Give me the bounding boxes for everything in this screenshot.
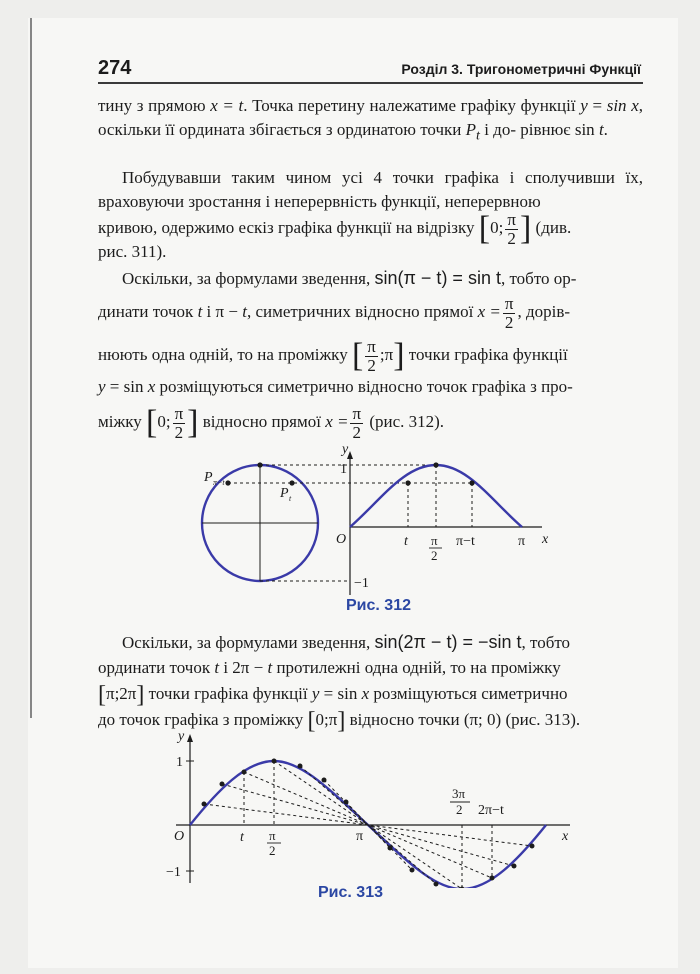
bracket-right: ]: [187, 404, 199, 442]
x-tick-pi: π: [356, 829, 364, 844]
paragraph-2: [98, 166, 643, 214]
bracket-right: ]: [337, 708, 346, 735]
curve-point: [242, 770, 247, 775]
math-span: t: [242, 302, 247, 321]
text-span: . Точка перетину належатиме графіку функції: [243, 96, 576, 115]
text-span: , оскільки її ордината збігається з ординатою точки: [98, 96, 644, 139]
bracket-left: [: [307, 708, 316, 735]
fraction-numerator: π: [174, 403, 184, 423]
label-P: P: [280, 486, 289, 501]
bracket-right: ]: [393, 337, 405, 375]
text-span: протилежні одна одній, то на проміжку: [272, 658, 561, 677]
caption-313: Рис. 313: [318, 884, 383, 901]
text-span: рівнює sin: [520, 120, 599, 139]
curve-point: [202, 802, 207, 807]
interval-text: 0;: [490, 218, 504, 237]
x-axis-label: x: [542, 532, 549, 547]
y-axis-label: y: [178, 729, 185, 744]
fraction: [365, 338, 378, 375]
interval-text: ;π: [379, 345, 394, 364]
text-span: і до-: [479, 120, 516, 139]
y-axis-arrow: [187, 734, 193, 742]
x-tick-pi-half-den: 2: [431, 548, 438, 563]
text-span: кривою, одержимо ескіз графіка функції на відрізку: [98, 218, 475, 237]
math-span: x: [361, 684, 370, 703]
point-graph-pi-t: [469, 480, 474, 485]
bracket-left: [: [98, 682, 106, 709]
curve-point: [272, 759, 277, 764]
origin-label: O: [174, 829, 185, 844]
bracket-left: [: [146, 404, 158, 442]
text-span: = sin: [105, 377, 148, 396]
header-rule: [98, 82, 643, 84]
point-P-pi-t: [225, 480, 230, 485]
text-span: (див.: [535, 218, 572, 237]
formula: sin(2π − t) = −sin t: [374, 632, 522, 652]
text-span: до точок графіка з проміжку: [98, 710, 308, 729]
fraction-numerator: π: [504, 293, 514, 313]
point-P-t: [289, 480, 294, 485]
paragraph-4-line-2: [98, 656, 643, 680]
text-span: = sin: [319, 684, 362, 703]
x-tick-pi: π: [518, 534, 526, 549]
curve-point: [298, 764, 303, 769]
paragraph-3-line-3: [98, 335, 643, 375]
x-axis-label: x: [562, 829, 569, 844]
bracket-left: [: [351, 337, 364, 375]
text-span: міжку: [98, 412, 142, 431]
paragraph-3-line-4: [98, 375, 643, 399]
text-span: розміщуються симетрично відносно точок графіка з про-: [155, 377, 573, 396]
text-span: , тобто: [521, 633, 571, 652]
paragraph-1: [98, 94, 643, 147]
paragraph-3-line-1: [98, 264, 643, 293]
text-span: (рис. 312).: [369, 412, 445, 431]
curve-point: [490, 876, 495, 881]
paragraph-3-line-2: [98, 292, 643, 332]
label-P-subscript: t: [289, 494, 292, 503]
curve-point: [512, 864, 517, 869]
curve-point: [460, 887, 465, 889]
math-span: t: [267, 658, 273, 677]
x-tick-2pi-t: 2π−t: [478, 803, 504, 818]
curve-point: [434, 882, 439, 887]
fraction-denominator: 2: [174, 422, 184, 442]
text-span: , тобто ор-: [500, 269, 577, 288]
fraction: [350, 405, 363, 442]
point-graph-t: [405, 480, 410, 485]
paragraph-4-line-3: [98, 680, 643, 708]
text-span: динати точок: [98, 302, 198, 321]
text-span: .: [603, 120, 608, 139]
text-span: їх, враховуючи зростання і неперервність функції, неперервною: [98, 168, 643, 211]
x-tick-t: t: [240, 830, 244, 845]
interval-text: π;2π: [106, 684, 137, 703]
fraction-denominator: 2: [507, 228, 516, 248]
x-tick-pi-half-num: π: [431, 533, 438, 548]
fraction: [173, 405, 186, 442]
bracket-right: ]: [136, 682, 145, 709]
curve-point: [344, 800, 349, 805]
curve-point: [388, 846, 393, 851]
text-span: ординати точок: [98, 658, 215, 677]
paragraph-4-line-1: [98, 628, 643, 657]
text-span: розміщуються симетрично: [369, 684, 568, 703]
curve-point: [322, 778, 327, 783]
text-span: рис. 311).: [98, 242, 167, 261]
math-span: t: [598, 120, 604, 139]
math-span: t: [197, 302, 203, 321]
y-tick-minus1: −1: [354, 576, 369, 591]
fraction-denominator: 2: [352, 422, 362, 442]
page-header: [98, 57, 643, 81]
math-span: sin x: [606, 96, 639, 115]
fraction-numerator: π: [367, 336, 376, 356]
math-span: y: [311, 684, 320, 703]
origin-label: O: [336, 532, 347, 547]
chapter-title: Розділ 3. Тригонометричні Функції: [401, 61, 641, 77]
text-span: , симетричних відносно прямої: [246, 302, 478, 321]
text-span: точки графіка функції: [408, 345, 568, 364]
x-tick-3pi-half-den: 2: [456, 802, 463, 817]
curve-point: [410, 868, 415, 873]
text-span: Оскільки, за формулами зведення,: [122, 269, 371, 288]
caption-312: Рис. 312: [346, 597, 411, 614]
paragraph-2-line-4: [98, 240, 643, 264]
figure-313: [160, 728, 590, 888]
fraction-denominator: 2: [367, 355, 376, 375]
page-number: 274: [98, 57, 132, 79]
math-subscript: t: [476, 127, 480, 144]
text-span: відносно прямої: [202, 412, 321, 431]
y-axis-label: y: [342, 445, 349, 457]
text-span: нюють одна одній, то на проміжку: [98, 345, 348, 364]
fraction: [503, 295, 516, 332]
interval-text: 0;: [157, 412, 171, 431]
x-tick-pi-half-num: π: [269, 828, 276, 843]
math-span: y: [98, 377, 106, 396]
page-spine-shadow: [30, 18, 32, 718]
math-span: x =: [477, 302, 501, 321]
interval-text: 0;π: [315, 710, 338, 729]
paragraph-3-line-5: [98, 402, 643, 442]
text-span: Оскільки, за формулами зведення,: [122, 633, 371, 652]
x-tick-pi-t: π−t: [456, 534, 475, 549]
text-span: і 2π −: [219, 658, 268, 677]
y-tick-1: 1: [340, 462, 347, 477]
bracket-left: [: [478, 210, 491, 248]
text-span: точки графіка функції: [144, 684, 312, 703]
x-tick-t: t: [404, 534, 408, 549]
text-span: , дорів-: [517, 302, 571, 321]
bracket-right: ]: [519, 210, 532, 248]
label-P: P: [204, 470, 213, 485]
x-tick-3pi-half-num: 3π: [452, 786, 466, 801]
math-span: y: [580, 96, 588, 115]
y-tick-minus1: −1: [166, 865, 181, 880]
fraction-numerator: π: [507, 209, 516, 229]
math-span: x: [147, 377, 156, 396]
math-span: P: [465, 120, 477, 139]
math-span: t: [214, 658, 220, 677]
math-span: x = t: [210, 96, 244, 115]
math-span: x =: [325, 412, 349, 431]
x-tick-pi-half-den: 2: [269, 843, 276, 858]
figure-312: [190, 445, 570, 605]
curve-point: [530, 844, 535, 849]
formula: sin(π − t) = sin t: [374, 268, 501, 288]
point-graph-pi-half: [433, 462, 438, 467]
text-span: відносно точки (π; 0) (рис. 313).: [345, 710, 581, 729]
text-span: Побудувавши таким чином усі 4 точки графіка і сполучивши: [122, 168, 615, 187]
label-P-subscript: π−t: [213, 478, 225, 487]
curve-point: [220, 782, 225, 787]
text-span: =: [587, 96, 607, 115]
fraction-denominator: 2: [504, 312, 514, 332]
text-span: і π −: [202, 302, 243, 321]
fraction-numerator: π: [352, 403, 362, 423]
y-tick-1: 1: [176, 755, 183, 770]
point-top: [257, 462, 262, 467]
text-span: тину з прямою: [98, 96, 211, 115]
